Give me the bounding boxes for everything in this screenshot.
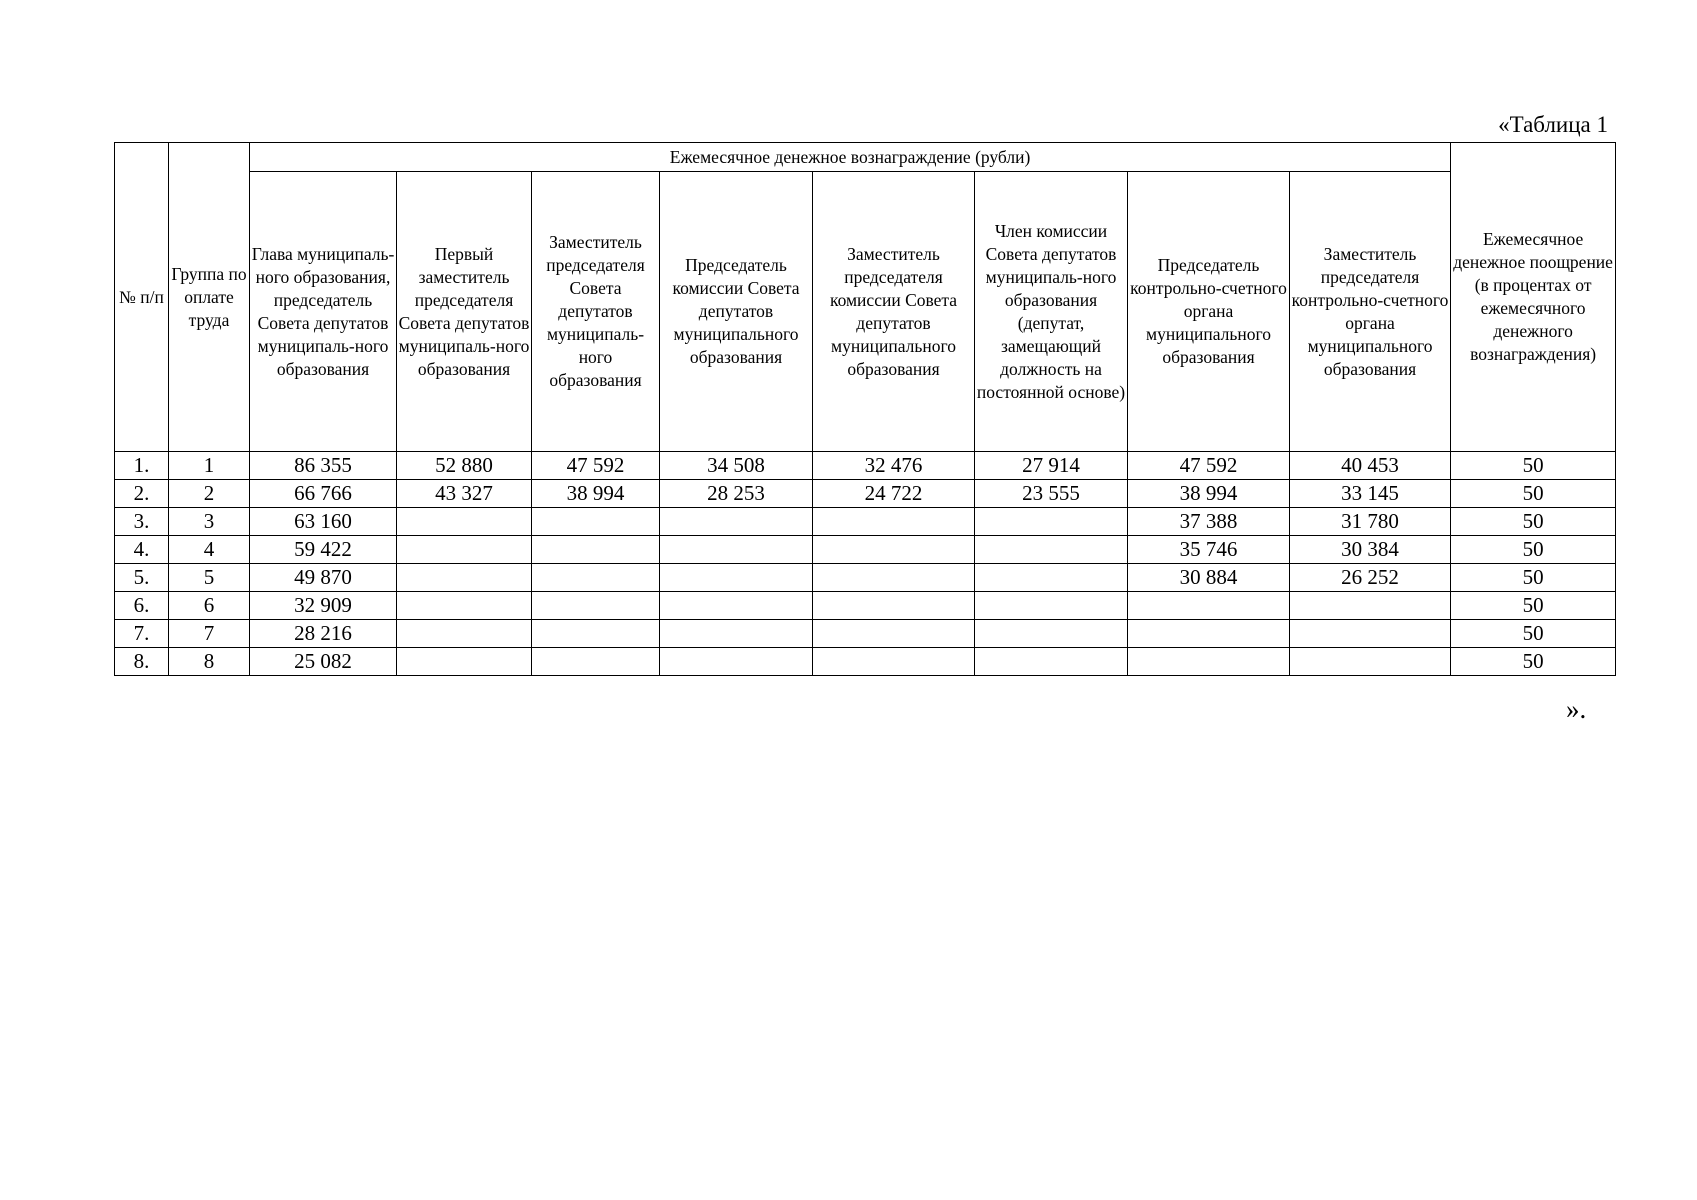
table-row: [115, 564, 1616, 592]
header-position: Член комиссии Совета депутатов муниципаль-ного образования (депутат, замещающий должность на постоянной основе): [975, 172, 1128, 452]
table-row: [115, 648, 1616, 676]
reward-value: [813, 592, 975, 620]
reward-value: 43 327: [397, 480, 532, 508]
reward-value: [660, 536, 813, 564]
reward-value: 49 870: [250, 564, 397, 592]
pay-group: 8: [169, 648, 250, 676]
reward-value: 31 780: [1290, 508, 1451, 536]
reward-value: 30 884: [1128, 564, 1290, 592]
reward-value: [1128, 648, 1290, 676]
row-number: 5.: [115, 564, 169, 592]
reward-value: [813, 620, 975, 648]
pay-group: 2: [169, 480, 250, 508]
table-row: [115, 508, 1616, 536]
pay-group: 7: [169, 620, 250, 648]
remuneration-table: [114, 142, 1616, 676]
reward-value: [975, 508, 1128, 536]
reward-value: 59 422: [250, 536, 397, 564]
header-position: Заместитель председателя контрольно-счетного органа муниципального образования: [1290, 172, 1451, 452]
reward-value: [397, 564, 532, 592]
incentive-percent: 50: [1451, 452, 1616, 480]
table-row: [115, 536, 1616, 564]
reward-value: [532, 564, 660, 592]
reward-value: [1290, 648, 1451, 676]
incentive-percent: 50: [1451, 564, 1616, 592]
reward-value: 24 722: [813, 480, 975, 508]
table-body: [115, 452, 1616, 676]
table-row: [115, 452, 1616, 480]
reward-value: [532, 592, 660, 620]
reward-value: 52 880: [397, 452, 532, 480]
row-number: 2.: [115, 480, 169, 508]
reward-value: [975, 620, 1128, 648]
row-number: 8.: [115, 648, 169, 676]
table-row: [115, 620, 1616, 648]
reward-value: [813, 648, 975, 676]
row-number: 4.: [115, 536, 169, 564]
reward-value: 63 160: [250, 508, 397, 536]
reward-value: 66 766: [250, 480, 397, 508]
reward-value: [532, 536, 660, 564]
incentive-percent: 50: [1451, 648, 1616, 676]
reward-value: [532, 508, 660, 536]
reward-value: [813, 508, 975, 536]
table-row: [115, 592, 1616, 620]
header-position: Председатель контрольно-счетного органа муниципального образования: [1128, 172, 1290, 452]
reward-value: 30 384: [1290, 536, 1451, 564]
pay-group: 1: [169, 452, 250, 480]
reward-value: [813, 536, 975, 564]
table-caption: «Таблица 1: [1498, 112, 1608, 137]
header-num: № п/п: [115, 143, 169, 452]
reward-value: 25 082: [250, 648, 397, 676]
reward-value: 86 355: [250, 452, 397, 480]
reward-value: [660, 620, 813, 648]
reward-value: [397, 592, 532, 620]
table-row: [115, 480, 1616, 508]
row-number: 6.: [115, 592, 169, 620]
incentive-percent: 50: [1451, 536, 1616, 564]
reward-value: 27 914: [975, 452, 1128, 480]
reward-value: 47 592: [532, 452, 660, 480]
reward-value: 34 508: [660, 452, 813, 480]
reward-value: [532, 648, 660, 676]
reward-value: 40 453: [1290, 452, 1451, 480]
row-number: 3.: [115, 508, 169, 536]
reward-value: [1290, 592, 1451, 620]
pay-group: 4: [169, 536, 250, 564]
reward-value: 38 994: [532, 480, 660, 508]
reward-value: [813, 564, 975, 592]
reward-value: 32 909: [250, 592, 397, 620]
header-position: Глава муниципаль-ного образования, председатель Совета депутатов муниципаль-ного образования: [250, 172, 397, 452]
header-position: Заместитель председателя комиссии Совета депутатов муниципального образования: [813, 172, 975, 452]
reward-value: [975, 648, 1128, 676]
row-number: 7.: [115, 620, 169, 648]
reward-value: [397, 620, 532, 648]
incentive-percent: 50: [1451, 620, 1616, 648]
reward-value: [397, 536, 532, 564]
reward-value: 28 216: [250, 620, 397, 648]
header-incentive: Ежемесячное денежное поощрение (в процентах от ежемесячного денежного вознаграждения): [1451, 143, 1616, 452]
header-position: Первый заместитель председателя Совета депутатов муниципаль-ного образования: [397, 172, 532, 452]
reward-value: [660, 648, 813, 676]
reward-value: 23 555: [975, 480, 1128, 508]
reward-value: [975, 564, 1128, 592]
reward-value: [660, 508, 813, 536]
reward-value: 28 253: [660, 480, 813, 508]
reward-value: [1128, 620, 1290, 648]
header-position: Заместитель председателя Совета депутатов муниципаль-ного образования: [532, 172, 660, 452]
header-reward-title: Ежемесячное денежное вознаграждение (рубли): [250, 143, 1451, 172]
reward-value: [975, 536, 1128, 564]
pay-group: 3: [169, 508, 250, 536]
reward-value: 37 388: [1128, 508, 1290, 536]
pay-group: 5: [169, 564, 250, 592]
header-position: Председатель комиссии Совета депутатов муниципального образования: [660, 172, 813, 452]
header-group: Группа по оплате труда: [169, 143, 250, 452]
row-number: 1.: [115, 452, 169, 480]
reward-value: [660, 564, 813, 592]
reward-value: 33 145: [1290, 480, 1451, 508]
reward-value: [975, 592, 1128, 620]
reward-value: [397, 508, 532, 536]
reward-value: [1128, 592, 1290, 620]
reward-value: [397, 648, 532, 676]
closing-quote: ».: [1566, 694, 1587, 724]
reward-value: 35 746: [1128, 536, 1290, 564]
reward-value: 26 252: [1290, 564, 1451, 592]
reward-value: 47 592: [1128, 452, 1290, 480]
pay-group: 6: [169, 592, 250, 620]
incentive-percent: 50: [1451, 508, 1616, 536]
reward-value: [660, 592, 813, 620]
reward-value: 38 994: [1128, 480, 1290, 508]
reward-value: [532, 620, 660, 648]
reward-value: 32 476: [813, 452, 975, 480]
incentive-percent: 50: [1451, 592, 1616, 620]
reward-value: [1290, 620, 1451, 648]
incentive-percent: 50: [1451, 480, 1616, 508]
